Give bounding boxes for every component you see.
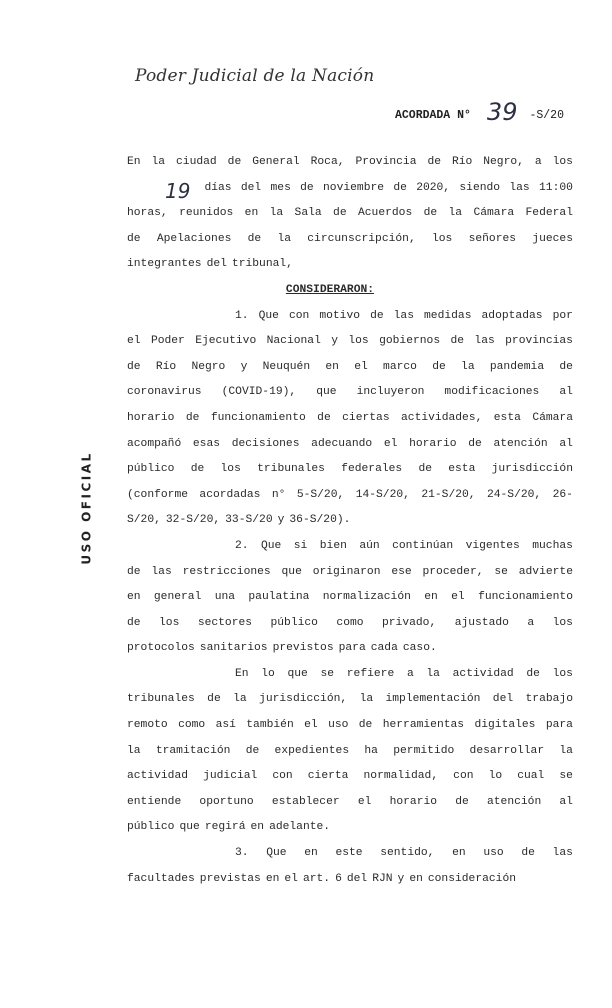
word: jurisdicción xyxy=(491,463,573,476)
text-line xyxy=(127,662,573,688)
word: los xyxy=(159,616,180,629)
word: jurisdicción, xyxy=(259,693,348,706)
word: los xyxy=(552,156,573,168)
word: de xyxy=(521,847,535,860)
text-line xyxy=(127,150,573,176)
word: la xyxy=(269,207,284,220)
word: En xyxy=(235,667,249,680)
word: 3. xyxy=(235,847,249,860)
word: 21-S/20, xyxy=(421,488,476,501)
word: Río xyxy=(451,156,473,168)
word: cierta xyxy=(307,770,349,783)
word: lo xyxy=(488,770,503,783)
word: de xyxy=(333,207,347,220)
word: implementación xyxy=(385,693,481,706)
word: público xyxy=(127,821,175,834)
word: tribunal, xyxy=(231,258,293,271)
word: en xyxy=(127,591,141,604)
word: continúan xyxy=(392,539,454,552)
word: la xyxy=(448,207,463,220)
uso-oficial-stamp xyxy=(75,448,99,568)
text-line xyxy=(127,227,573,253)
word: las xyxy=(474,335,495,348)
word: de xyxy=(358,719,373,732)
text-line xyxy=(127,483,573,509)
word: actividades, xyxy=(401,411,483,424)
text-line xyxy=(127,355,573,381)
paragraph-1 xyxy=(127,304,573,534)
word: circunscripción, xyxy=(307,232,416,245)
word: en xyxy=(244,207,259,220)
word: como xyxy=(336,616,364,629)
word: sanitarios xyxy=(199,642,268,655)
word: la xyxy=(127,744,141,757)
word: Que xyxy=(266,847,287,860)
word: en xyxy=(250,821,265,834)
word: En xyxy=(127,156,141,168)
word: acompañó xyxy=(127,437,182,450)
word: Nacional xyxy=(266,335,321,348)
text-line xyxy=(127,764,573,790)
word: de xyxy=(127,565,141,578)
word: 11:00 xyxy=(539,181,573,194)
word: vigentes xyxy=(465,539,520,552)
word: público xyxy=(127,463,175,476)
uso-oficial-text: USO OFICIAL xyxy=(80,451,94,565)
word: Neuquén xyxy=(262,360,311,373)
word: los xyxy=(431,232,453,245)
word: al xyxy=(559,386,573,399)
text-line xyxy=(127,508,573,534)
word: este xyxy=(335,847,363,860)
word: los xyxy=(220,463,241,476)
word: 33-S/20 xyxy=(225,514,273,527)
word: de xyxy=(418,463,432,476)
word: que xyxy=(281,565,302,578)
word: S/20, xyxy=(127,514,161,527)
word: como xyxy=(178,719,206,732)
word: del xyxy=(206,258,227,271)
word: cada xyxy=(370,642,398,655)
word: el xyxy=(357,795,372,808)
word: (COVID-19), xyxy=(221,386,297,399)
word: expedientes xyxy=(274,744,350,757)
text-line xyxy=(127,815,573,841)
word: 2020, xyxy=(416,181,451,194)
word: de xyxy=(300,181,314,194)
word: para xyxy=(338,642,366,655)
word: Ejecutivo xyxy=(195,335,257,348)
word: 2. xyxy=(235,539,249,552)
word: proceder, xyxy=(422,565,484,578)
word: de xyxy=(127,616,141,629)
word: se xyxy=(559,770,573,783)
word: esta xyxy=(448,463,476,476)
text-line xyxy=(127,380,573,406)
text-line xyxy=(127,304,573,330)
word: de xyxy=(370,309,384,322)
word: medidas xyxy=(424,309,472,322)
word: atención xyxy=(493,437,548,450)
word: adoptadas xyxy=(481,309,543,322)
word: para xyxy=(545,719,573,732)
word: atención xyxy=(486,795,542,808)
word: judicial xyxy=(203,770,258,783)
word: en xyxy=(409,872,423,885)
word: público xyxy=(270,616,318,629)
word: las xyxy=(509,181,530,194)
word: ciertas xyxy=(342,411,390,424)
word: horario xyxy=(409,437,457,450)
word: en xyxy=(325,360,339,373)
word: ese xyxy=(391,565,412,578)
text-line xyxy=(127,713,573,739)
text-line xyxy=(127,329,573,355)
text-line xyxy=(127,636,573,662)
word: incluyeron xyxy=(356,386,425,399)
word: al xyxy=(559,795,573,808)
acordada-label: ACORDADA N° xyxy=(395,109,471,122)
word: de xyxy=(423,207,438,220)
word: regirá xyxy=(204,821,246,834)
day-number-handwritten: 19 xyxy=(165,178,191,203)
word: con xyxy=(288,309,310,322)
word: caso. xyxy=(402,642,437,655)
word: siendo xyxy=(459,181,501,194)
word: por xyxy=(552,309,573,322)
text-line xyxy=(127,201,573,227)
acordada-number-line xyxy=(395,96,564,124)
word: federales xyxy=(341,463,403,476)
word: Negro xyxy=(191,360,226,373)
word: previstas xyxy=(199,872,261,885)
word: art. xyxy=(302,872,331,885)
word: muchas xyxy=(532,539,573,552)
word: coronavirus xyxy=(127,386,202,399)
word: y xyxy=(240,360,248,373)
word: funcionamiento xyxy=(210,411,306,424)
paragraph-3 xyxy=(127,662,573,841)
text-line xyxy=(127,176,573,202)
word: horas, xyxy=(127,207,168,220)
word: previstos xyxy=(272,642,334,655)
word: general xyxy=(153,591,202,604)
word: motivo xyxy=(319,309,361,322)
word: desarrollar xyxy=(469,744,545,757)
word: la xyxy=(151,156,166,168)
word: el xyxy=(354,360,368,373)
word: los xyxy=(348,335,369,348)
word: Roca, xyxy=(310,156,345,168)
word: el xyxy=(383,437,398,450)
word: ciudad xyxy=(176,156,217,168)
word: la xyxy=(233,693,247,706)
word: 14-S/20, xyxy=(355,488,410,501)
word: al xyxy=(559,437,573,450)
word: reunidos xyxy=(179,207,234,220)
acordada-suffix: -S/20 xyxy=(529,109,564,122)
word: en xyxy=(424,591,438,604)
word: jueces xyxy=(532,232,573,245)
word: Negro, xyxy=(483,156,524,168)
word: provincias xyxy=(505,335,573,348)
word: una xyxy=(214,591,236,604)
word: esta xyxy=(493,411,521,424)
word: adecuando xyxy=(311,437,373,450)
word: en xyxy=(265,872,280,885)
word: digitales xyxy=(474,719,536,732)
word: sectores xyxy=(197,616,253,629)
document-body xyxy=(127,150,573,892)
word: consideración xyxy=(427,872,517,885)
word: la xyxy=(461,360,475,373)
word: los xyxy=(552,667,573,680)
word: ha xyxy=(364,744,378,757)
text-line xyxy=(127,406,573,432)
word: de xyxy=(455,795,469,808)
word: funcionamiento xyxy=(478,591,573,604)
word: paulatina xyxy=(248,591,310,604)
word: en xyxy=(452,847,466,860)
word: Apelaciones xyxy=(156,232,232,245)
word: la xyxy=(359,693,374,706)
text-line xyxy=(127,739,573,765)
word: la xyxy=(559,744,573,757)
word: de xyxy=(393,181,407,194)
word: (conforme xyxy=(127,488,189,501)
word: de xyxy=(227,156,242,168)
word: 26- xyxy=(552,488,573,501)
word: RJN xyxy=(372,872,393,885)
word: integrantes xyxy=(127,258,202,271)
word: tribunales xyxy=(257,463,325,476)
word: entiende xyxy=(127,795,182,808)
text-line xyxy=(127,252,573,278)
word: de xyxy=(526,667,540,680)
word: pandemia xyxy=(489,360,545,373)
word: de xyxy=(559,360,573,373)
word: gobiernos xyxy=(379,335,441,348)
word: restricciones xyxy=(182,565,271,578)
word: que xyxy=(287,667,308,680)
word: 5-S/20, xyxy=(296,488,345,501)
word: remoto xyxy=(127,719,168,732)
word: permitido xyxy=(393,744,455,757)
intro-paragraph xyxy=(127,150,573,278)
word: de xyxy=(207,693,221,706)
word: establecer xyxy=(271,795,340,808)
paragraph-2 xyxy=(127,534,573,662)
word: se xyxy=(494,565,508,578)
word: de xyxy=(468,437,482,450)
word: de xyxy=(317,411,331,424)
word: a xyxy=(534,156,542,168)
word: adelante. xyxy=(269,821,331,834)
text-line xyxy=(127,560,573,586)
word: 1. xyxy=(235,309,249,322)
word: los xyxy=(552,616,573,629)
word: trabajo xyxy=(525,693,573,706)
word: Cámara xyxy=(532,411,573,424)
word: herramientas xyxy=(382,719,465,732)
word: el xyxy=(127,335,141,348)
word: de xyxy=(450,335,465,348)
text-line xyxy=(127,611,573,637)
word: Federal xyxy=(525,207,573,220)
word: modificaciones xyxy=(444,386,540,399)
word: lo xyxy=(261,667,275,680)
word: de xyxy=(127,360,141,373)
word: refiere xyxy=(346,667,395,680)
word: de xyxy=(245,744,260,757)
text-line xyxy=(127,457,573,483)
word: General xyxy=(252,156,300,168)
word: en xyxy=(304,847,318,860)
letterhead-title: Poder Judicial de la Nación xyxy=(135,66,375,86)
word: actividad xyxy=(127,770,189,783)
word: así xyxy=(215,719,236,732)
word: protocolos xyxy=(127,642,195,655)
text-line xyxy=(127,585,573,611)
word: Cámara xyxy=(473,207,515,220)
considered-heading: CONSIDERARON: xyxy=(285,283,375,296)
word: mes xyxy=(270,181,291,194)
word: las xyxy=(393,309,414,322)
word: Acuerdos xyxy=(357,207,413,220)
word: con xyxy=(272,770,293,783)
word: advierte xyxy=(518,565,573,578)
word: actividad xyxy=(452,667,514,680)
word: del xyxy=(240,181,262,194)
word: y xyxy=(277,514,285,527)
word: tramitación xyxy=(155,744,231,757)
word: Que xyxy=(261,539,282,552)
text-line xyxy=(127,790,573,816)
word: y xyxy=(397,872,405,885)
word: de xyxy=(427,156,441,168)
text-line-rest xyxy=(204,176,573,202)
word: bien xyxy=(319,539,347,552)
word: del xyxy=(492,693,514,706)
word: las xyxy=(151,565,172,578)
word: uso xyxy=(328,719,349,732)
word: 6 xyxy=(335,872,342,885)
word: normalidad, xyxy=(363,770,439,783)
acordada-number-handwritten: 39 xyxy=(486,98,518,126)
word: cual xyxy=(517,770,545,783)
word: que xyxy=(316,386,337,399)
word: de xyxy=(432,360,446,373)
word: originaron xyxy=(312,565,381,578)
word: acordadas xyxy=(199,488,261,501)
word: ajustado xyxy=(454,616,509,629)
paragraph-4 xyxy=(127,841,573,892)
word: oportuno xyxy=(199,795,254,808)
word: se xyxy=(320,667,335,680)
word: las xyxy=(552,847,573,860)
text-line xyxy=(127,687,573,713)
word: Provincia xyxy=(355,156,417,168)
word: Poder xyxy=(150,335,185,348)
text-line xyxy=(127,841,573,867)
word: el xyxy=(451,591,465,604)
word: Sala xyxy=(294,207,322,220)
word: n° xyxy=(271,488,286,501)
word: de xyxy=(185,411,200,424)
word: sentido, xyxy=(380,847,435,860)
text-line xyxy=(127,432,573,458)
text-line xyxy=(127,867,573,893)
word: 24-S/20, xyxy=(486,488,542,501)
word: señores xyxy=(468,232,517,245)
word: del xyxy=(346,872,368,885)
word: marco xyxy=(383,360,417,373)
word: también xyxy=(246,719,294,732)
word: tribunales xyxy=(127,693,195,706)
word: la xyxy=(277,232,292,245)
word: aún xyxy=(359,539,380,552)
word: de xyxy=(127,232,141,245)
word: a xyxy=(527,616,535,629)
word: con xyxy=(453,770,474,783)
word: uso xyxy=(483,847,504,860)
word: 32-S/20, xyxy=(165,514,221,527)
word: el xyxy=(284,872,298,885)
word: de xyxy=(190,463,205,476)
word: y xyxy=(331,335,338,348)
word: Río xyxy=(155,360,177,373)
word: esas xyxy=(192,437,221,450)
word: de xyxy=(247,232,262,245)
word: a xyxy=(406,667,414,680)
word: horario xyxy=(389,795,438,808)
word: 36-S/20). xyxy=(289,514,351,527)
word: noviembre xyxy=(323,181,385,194)
word: horario xyxy=(127,411,175,424)
word: decisiones xyxy=(231,437,300,450)
word: si xyxy=(293,539,308,552)
word: la xyxy=(426,667,440,680)
word: normalización xyxy=(322,591,411,604)
word: que xyxy=(179,821,200,834)
word: Que xyxy=(258,309,279,322)
word: privado, xyxy=(382,616,437,629)
word: el xyxy=(304,719,318,732)
word: días xyxy=(204,181,232,194)
word: facultades xyxy=(127,872,195,885)
text-line xyxy=(127,534,573,560)
